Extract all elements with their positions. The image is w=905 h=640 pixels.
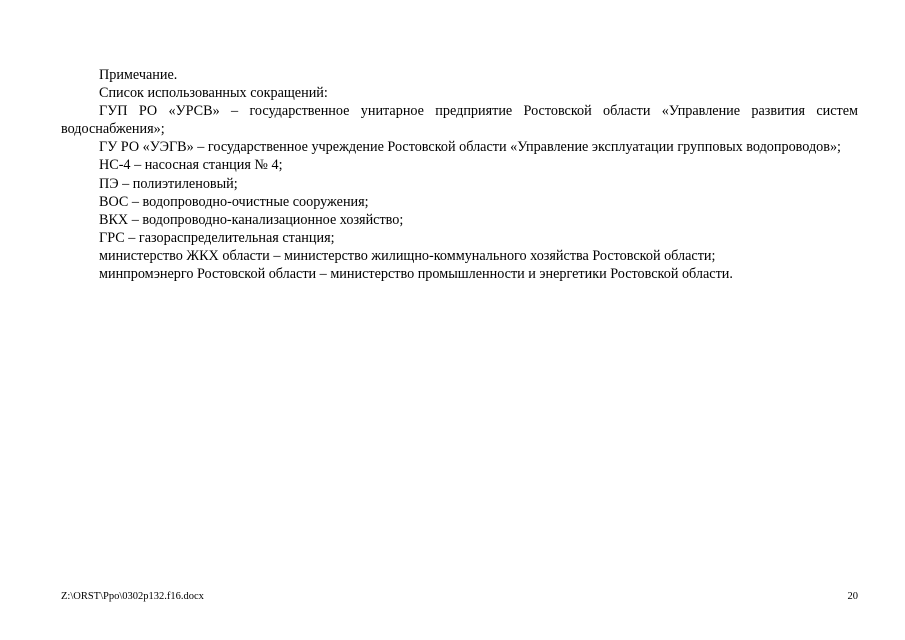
- footer-page-number: 20: [847, 591, 858, 602]
- abbreviation-vos: ВОС – водопроводно-очистные сооружения;: [99, 193, 369, 210]
- abbreviation-ns-4: НС-4 – насосная станция № 4;: [99, 157, 283, 174]
- abbreviation-pe: ПЭ – полиэтиленовый;: [99, 175, 238, 192]
- abbreviation-vkh: ВКХ – водопроводно-канализационное хозяйство;: [99, 211, 404, 228]
- abbreviation-minpromenergo: минпромэнерго Ростовской области – министерство промышленности и энергетики Ростовской области.: [99, 266, 733, 283]
- note-heading: Примечание.: [99, 67, 178, 83]
- abbreviation-ministry-zhkh: министерство ЖКХ области – министерство жилищно-коммунального хозяйства Ростовской области;: [99, 247, 716, 264]
- abbreviation-grs: ГРС – газораспределительная станция;: [99, 229, 335, 246]
- document-body: [61, 66, 858, 283]
- abbreviation-gu-ro-uegv: ГУ РО «УЭГВ» – государственное учреждение Ростовской области «Управление эксплуатации групповых водопроводов»;: [99, 139, 841, 156]
- footer-file-path: Z:\ORST\Ppo\0302p132.f16.docx: [61, 591, 204, 602]
- abbreviations-list-heading: Список использованных сокращений:: [99, 85, 328, 102]
- abbreviation-gup-ro-ursv: ГУП РО «УРСВ» – государственное унитарное предприятие Ростовской области «Управление развития систем водоснабжения»;: [61, 103, 858, 138]
